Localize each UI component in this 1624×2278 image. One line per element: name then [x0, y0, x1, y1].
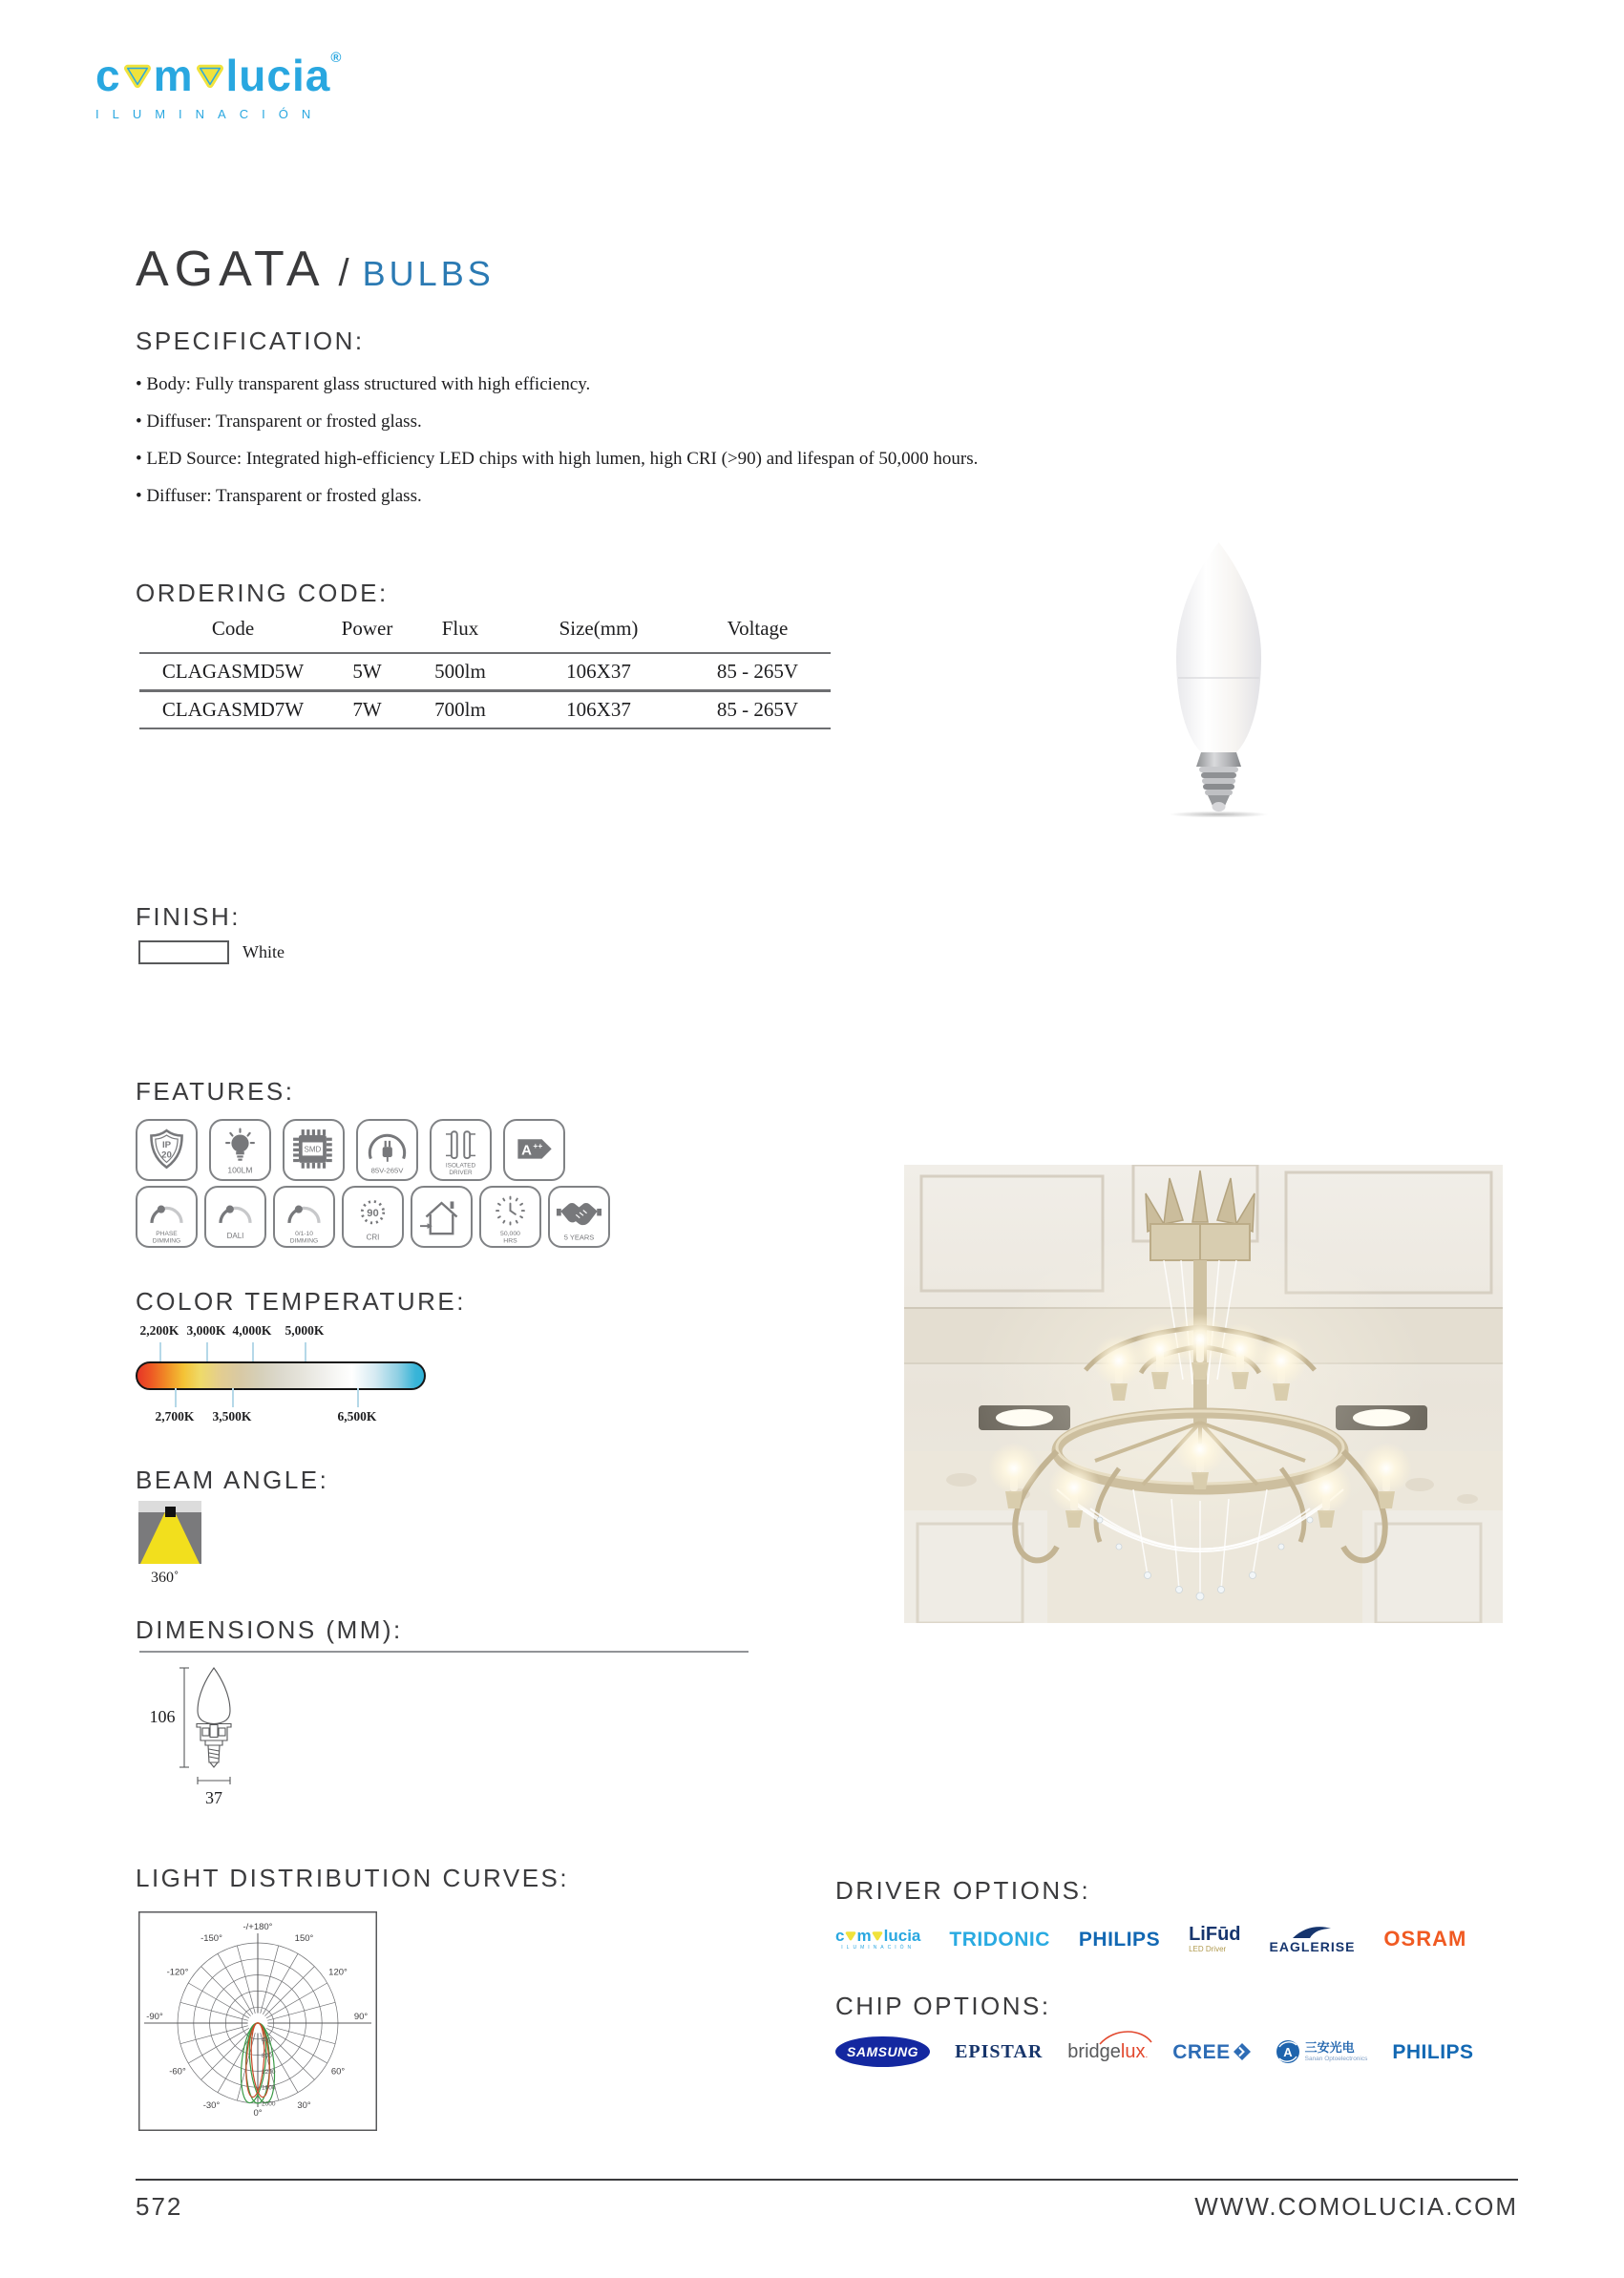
brand-tagline: ILUMINACIÓN [95, 107, 325, 121]
eaglerise-logo: EAGLERISE [1270, 1925, 1356, 1953]
svg-text:-/+180°: -/+180° [243, 1922, 273, 1932]
svg-text:-60°: -60° [169, 2066, 186, 2078]
feature-lifespan-icon [479, 1186, 541, 1248]
table-cell: 5W [352, 660, 382, 683]
table-header-sizemm: Size(mm) [559, 617, 639, 640]
feature-voltage-range-icon [356, 1119, 418, 1181]
svg-text:90°: 90° [353, 2012, 369, 2022]
svg-text:20: 20 [161, 1150, 172, 1161]
spec-bullet: • Diffuser: Transparent or frosted glass. [136, 411, 978, 432]
svg-text:SMD: SMD [304, 1145, 322, 1154]
svg-text:-150°: -150° [200, 1933, 222, 1944]
svg-text:85V-265V: 85V-265V [370, 1166, 404, 1175]
epistar-logo: EPISTAR [955, 2041, 1044, 2062]
svg-text:DIMMING: DIMMING [289, 1237, 319, 1245]
color-temperature-heading: COLOR TEMPERATURE: [136, 1287, 466, 1316]
color-temperature-scale [136, 1323, 433, 1426]
width-dimension: 37 [205, 1788, 222, 1807]
color-temp-tick [357, 1388, 359, 1407]
svg-text:50,000: 50,000 [500, 1230, 520, 1237]
driver-options-heading: DRIVER OPTIONS: [835, 1876, 1091, 1905]
feature-indoor-use-icon [411, 1186, 473, 1248]
table-row [139, 654, 831, 689]
table-header-code: Code [211, 617, 255, 640]
product-name: AGATA [136, 242, 326, 297]
brand-logo [95, 50, 341, 121]
svg-text:0°: 0° [253, 2108, 263, 2119]
svg-text:PHASE: PHASE [156, 1230, 178, 1237]
sanan-emblem-icon [1276, 2039, 1300, 2064]
page-title [136, 241, 495, 298]
svg-text:A: A [521, 1142, 532, 1159]
color-temp-label: 2,200K [139, 1323, 179, 1338]
color-temp-tick [175, 1388, 177, 1407]
color-temp-tick [305, 1342, 306, 1361]
spec-bullet: • LED Source: Integrated high-efficiency LED chips with high lumen, high CRI (>90) and lifespan of 50,000 hours. [136, 449, 978, 470]
dimensions-divider [139, 1651, 749, 1653]
finish-label: White [243, 942, 285, 961]
svg-text:2000: 2000 [262, 2100, 276, 2108]
bulb-image [1158, 535, 1279, 817]
table-cell: 106X37 [566, 660, 631, 683]
feature-energy-class-icon [503, 1119, 565, 1181]
svg-text:ISOLATED: ISOLATED [445, 1162, 476, 1170]
table-cell: 7W [352, 697, 382, 721]
svg-text:1200: 1200 [262, 2068, 276, 2076]
svg-text:DALI: DALI [226, 1231, 244, 1240]
logo-triangle-icon [195, 62, 225, 89]
table-cell: 106X37 [566, 697, 631, 721]
table-cell: 700lm [434, 697, 486, 721]
features-heading: FEATURES: [136, 1077, 295, 1106]
feature-ip20-shield-icon [136, 1119, 198, 1181]
chandelier-image [904, 1165, 1503, 1623]
svg-text:400: 400 [262, 2036, 272, 2044]
logo-letter: c [266, 51, 292, 100]
feature-isolated-driver-icon [430, 1119, 492, 1181]
website-url: WWW.COMOLUCIA.COM [1194, 2192, 1518, 2221]
table-cell: 85 - 265V [716, 660, 799, 683]
table-header-flux: Flux [441, 617, 479, 640]
application-photo-chandelier [904, 1165, 1503, 1628]
chip-options-heading: CHIP OPTIONS: [835, 1992, 1051, 2020]
lifud-logo: LiFūd LED Driver [1189, 1924, 1241, 1953]
svg-text:100LM: 100LM [227, 1165, 253, 1175]
color-temp-tick [252, 1342, 254, 1361]
light-distribution-heading: LIGHT DISTRIBUTION CURVES: [136, 1864, 570, 1892]
svg-text:-90°: -90° [146, 2012, 163, 2022]
svg-text:120°: 120° [328, 1967, 348, 1978]
tridonic-logo: TRIDONIC [949, 1928, 1050, 1951]
samsung-logo: SAMSUNG [835, 2036, 930, 2068]
feature-dali-dimming-icon [204, 1186, 266, 1248]
svg-text:-30°: -30° [202, 2100, 221, 2111]
chip-options-logos [835, 2022, 1474, 2081]
color-temp-tick [159, 1342, 161, 1361]
svg-text:5 YEARS: 5 YEARS [563, 1233, 595, 1242]
color-temperature-gradient-bar [136, 1361, 426, 1390]
eagle-icon [1291, 1925, 1333, 1940]
beam-angle-heading: BEAM ANGLE: [136, 1466, 329, 1494]
svg-text:1600: 1600 [262, 2084, 276, 2092]
table-header-voltage: Voltage [727, 617, 789, 640]
brand-wordmark [95, 50, 341, 101]
spec-bullet: • Diffuser: Transparent or frosted glass. [136, 486, 978, 507]
logo-letter: i [291, 51, 306, 100]
light-distribution-chart [138, 1911, 377, 2136]
table-cell: CLAGASMD5W [161, 660, 305, 683]
logo-letter: l [225, 51, 240, 100]
svg-text:150°: 150° [294, 1933, 314, 1944]
svg-text:DRIVER: DRIVER [449, 1170, 473, 1177]
color-temp-label: 3,500K [212, 1409, 252, 1424]
ordering-table [139, 607, 831, 729]
specification-list [136, 374, 978, 523]
dimension-drawing [134, 1661, 258, 1814]
svg-text:60°: 60° [330, 2066, 346, 2078]
color-temp-tick [206, 1342, 208, 1361]
beam-angle-value: 360˚ [151, 1570, 179, 1586]
svg-text:HRS: HRS [503, 1237, 517, 1245]
color-temp-label: 2,700K [155, 1409, 195, 1424]
comolucia-logo: c m l u c i a ILUMINACIÓN [835, 1927, 921, 1951]
finish-swatch-white [138, 940, 229, 964]
bulb-outline-drawing [134, 1661, 258, 1809]
product-category: BULBS [362, 254, 495, 293]
philips-logo: PHILIPS [1078, 1928, 1161, 1951]
driver-options-logos [835, 1909, 1466, 1969]
product-photo-bulb [1158, 535, 1279, 822]
color-temp-label: 5,000K [285, 1323, 325, 1338]
specification-heading: SPECIFICATION: [136, 327, 365, 355]
color-temp-label: 4,000K [232, 1323, 272, 1338]
feature-lumen-bulb-icon [209, 1119, 271, 1181]
bridgelux-arc-icon [1098, 2031, 1153, 2046]
svg-text:IP: IP [161, 1139, 172, 1150]
polar-distribution-svg [138, 1911, 377, 2131]
light-source-dot [165, 1507, 176, 1517]
height-dimension: 106 [149, 1707, 176, 1726]
footer-divider [136, 2179, 1518, 2181]
color-temp-tick [232, 1388, 234, 1407]
svg-text:-120°: -120° [166, 1967, 189, 1978]
cree-logo: CREE [1172, 2042, 1250, 2062]
cree-diamond-icon [1234, 2043, 1251, 2060]
finish-row [138, 940, 285, 964]
svg-text:DIMMING: DIMMING [152, 1237, 181, 1245]
svg-text:800: 800 [262, 2053, 272, 2060]
ordering-heading: ORDERING CODE: [136, 579, 389, 607]
feature-warranty-icon [548, 1186, 610, 1248]
svg-text:A: A [1282, 2045, 1293, 2059]
philips-logo: PHILIPS [1392, 2040, 1474, 2063]
table-cell: CLAGASMD7W [161, 697, 305, 721]
spec-bullet: • Body: Fully transparent glass structured with high efficiency. [136, 374, 978, 395]
logo-letter: a [305, 51, 331, 100]
color-temp-label: 6,500K [337, 1409, 377, 1424]
bridgelux-logo: bridgelux. [1067, 2042, 1148, 2061]
feature-smd-chip-icon [283, 1119, 345, 1181]
feature-zero-one-ten-dimming-icon [273, 1186, 335, 1248]
svg-text:90: 90 [367, 1207, 379, 1219]
table-rule [139, 728, 831, 729]
osram-logo: OSRAM [1383, 1927, 1467, 1951]
beam-angle-icon [138, 1501, 201, 1564]
logo-triangle-icon [122, 62, 153, 89]
finish-heading: FINISH: [136, 902, 241, 931]
features-row-2 [136, 1186, 610, 1248]
table-cell: 85 - 265V [716, 697, 799, 721]
svg-text:0/1-10: 0/1-10 [295, 1230, 313, 1237]
color-temp-label: 3,000K [186, 1323, 226, 1338]
light-cone [138, 1512, 201, 1564]
logo-letter: u [239, 51, 267, 100]
feature-cri-icon [342, 1186, 404, 1248]
registered-mark: ® [330, 50, 342, 66]
svg-text:++: ++ [533, 1140, 543, 1150]
page-number: 572 [136, 2192, 183, 2221]
svg-text:CRI: CRI [366, 1233, 380, 1242]
sanan-logo: A 三安光电 Sanan Optoelectronics [1276, 2039, 1368, 2064]
feature-phase-dimming-icon [136, 1186, 198, 1248]
logo-letter: m [153, 51, 194, 100]
svg-text:30°: 30° [297, 2100, 311, 2111]
dimensions-heading: DIMENSIONS (MM): [136, 1615, 403, 1644]
table-header-power: Power [341, 617, 393, 640]
logo-letter: c [95, 51, 121, 100]
table-row [139, 692, 831, 728]
features-row-1 [136, 1119, 565, 1181]
title-separator: / [338, 252, 349, 294]
table-cell: 500lm [434, 660, 486, 683]
